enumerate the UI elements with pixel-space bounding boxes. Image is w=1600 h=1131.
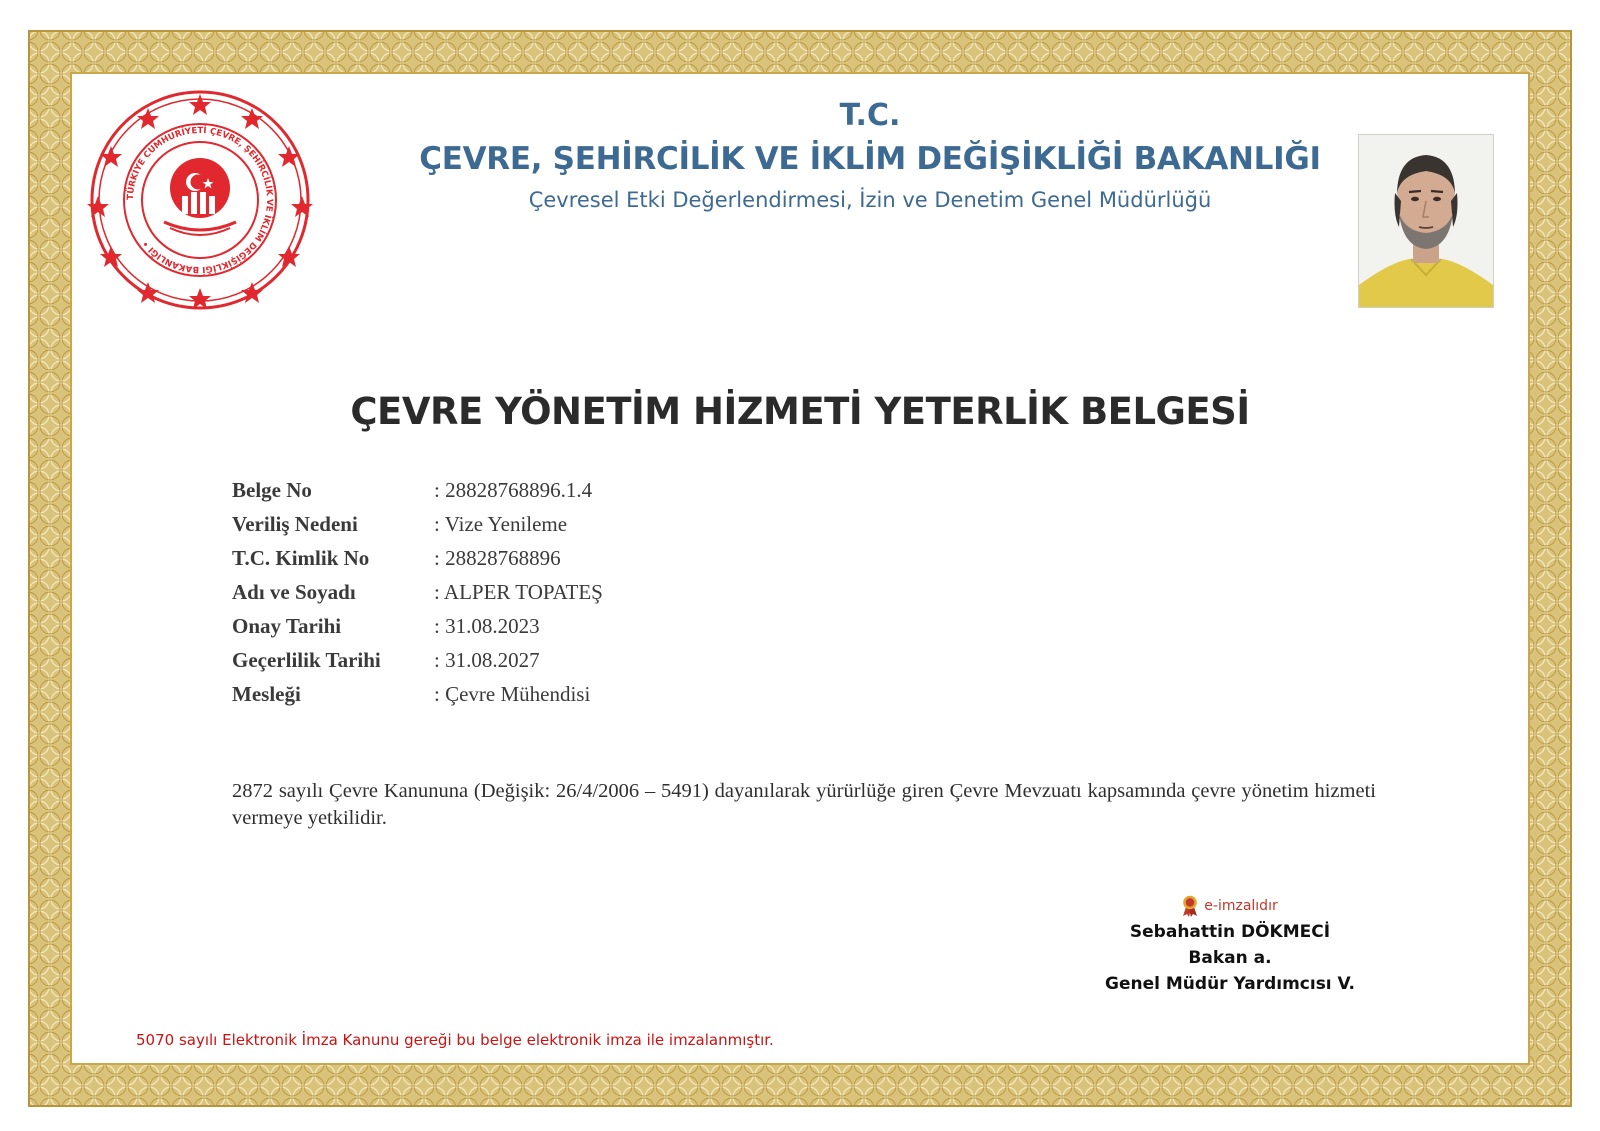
field-row-gecerlilik-tarihi	[232, 643, 1032, 677]
field-row-adi-soyadi	[232, 575, 1032, 609]
field-row-verilis-nedeni	[232, 507, 1032, 541]
signatory-authority: Bakan a.	[1188, 948, 1272, 968]
field-value: : Vize Yenileme	[434, 511, 568, 536]
esignature-law-note: 5070 sayılı Elektronik İmza Kanunu gereği bu belge elektronik imza ile imzalanmıştır.	[136, 1031, 774, 1049]
ministry-seal-icon	[84, 88, 316, 312]
field-row-tc-kimlik-no	[232, 541, 1032, 575]
field-label: Adı ve Soyadı	[232, 579, 356, 604]
field-row-onay-tarihi	[232, 609, 1032, 643]
field-label: T.C. Kimlik No	[232, 545, 370, 570]
field-row-belge-no	[232, 473, 1032, 507]
department-name: Çevresel Etki Değerlendirmesi, İzin ve Denetim Genel Müdürlüğü	[528, 188, 1212, 212]
field-value: : 31.08.2027	[434, 647, 540, 672]
field-value: : 28828768896	[434, 545, 561, 570]
signature-block	[1060, 893, 1400, 997]
field-value: : 31.08.2023	[434, 613, 540, 638]
field-value: : ALPER TOPATEŞ	[434, 579, 603, 604]
authorization-statement: 2872 sayılı Çevre Kanununa (Değişik: 26/4/2006 – 5491) dayanılarak yürürlüğe giren Çevre Mevzuatı kapsamında çevre yönetim hizmeti vermeye yetkilidir.	[232, 780, 1376, 829]
field-row-meslegi	[232, 677, 1032, 711]
field-value: : 28828768896.1.4	[434, 477, 593, 502]
esign-label: e-imzalıdır	[1204, 898, 1278, 914]
signatory-name: Sebahattin DÖKMECİ	[1129, 922, 1331, 942]
certificate-fields	[232, 473, 1032, 711]
portrait-photo	[1358, 134, 1494, 308]
state-abbreviation: T.C.	[839, 98, 901, 133]
ministry-name: ÇEVRE, ŞEHİRCİLİK VE İKLİM DEĞİŞİKLİĞİ BAKANLIĞI	[419, 141, 1321, 177]
svg-text:TÜRKİYE CUMHURİYETİ ÇEVRE, ŞEH: TÜRKİYE CUMHURİYETİ ÇEVRE, ŞEHİRCİLİK VE İKLİM DEĞİŞİKLİĞİ BAKANLIĞI •	[125, 125, 275, 275]
ribbon-badge-icon	[1182, 895, 1198, 917]
field-label: Geçerlilik Tarihi	[232, 647, 381, 672]
field-value: : Çevre Mühendisi	[434, 681, 591, 706]
certificate-title: ÇEVRE YÖNETİM HİZMETİ YETERLİK BELGESİ	[350, 390, 1250, 433]
field-label: Onay Tarihi	[232, 613, 342, 638]
issuer-header	[380, 96, 1360, 216]
field-label: Mesleği	[232, 681, 301, 706]
field-label: Veriliş Nedeni	[232, 511, 358, 536]
esign-indicator	[1060, 893, 1400, 919]
field-label: Belge No	[232, 477, 312, 502]
signatory-title: Genel Müdür Yardımcısı V.	[1105, 974, 1355, 994]
